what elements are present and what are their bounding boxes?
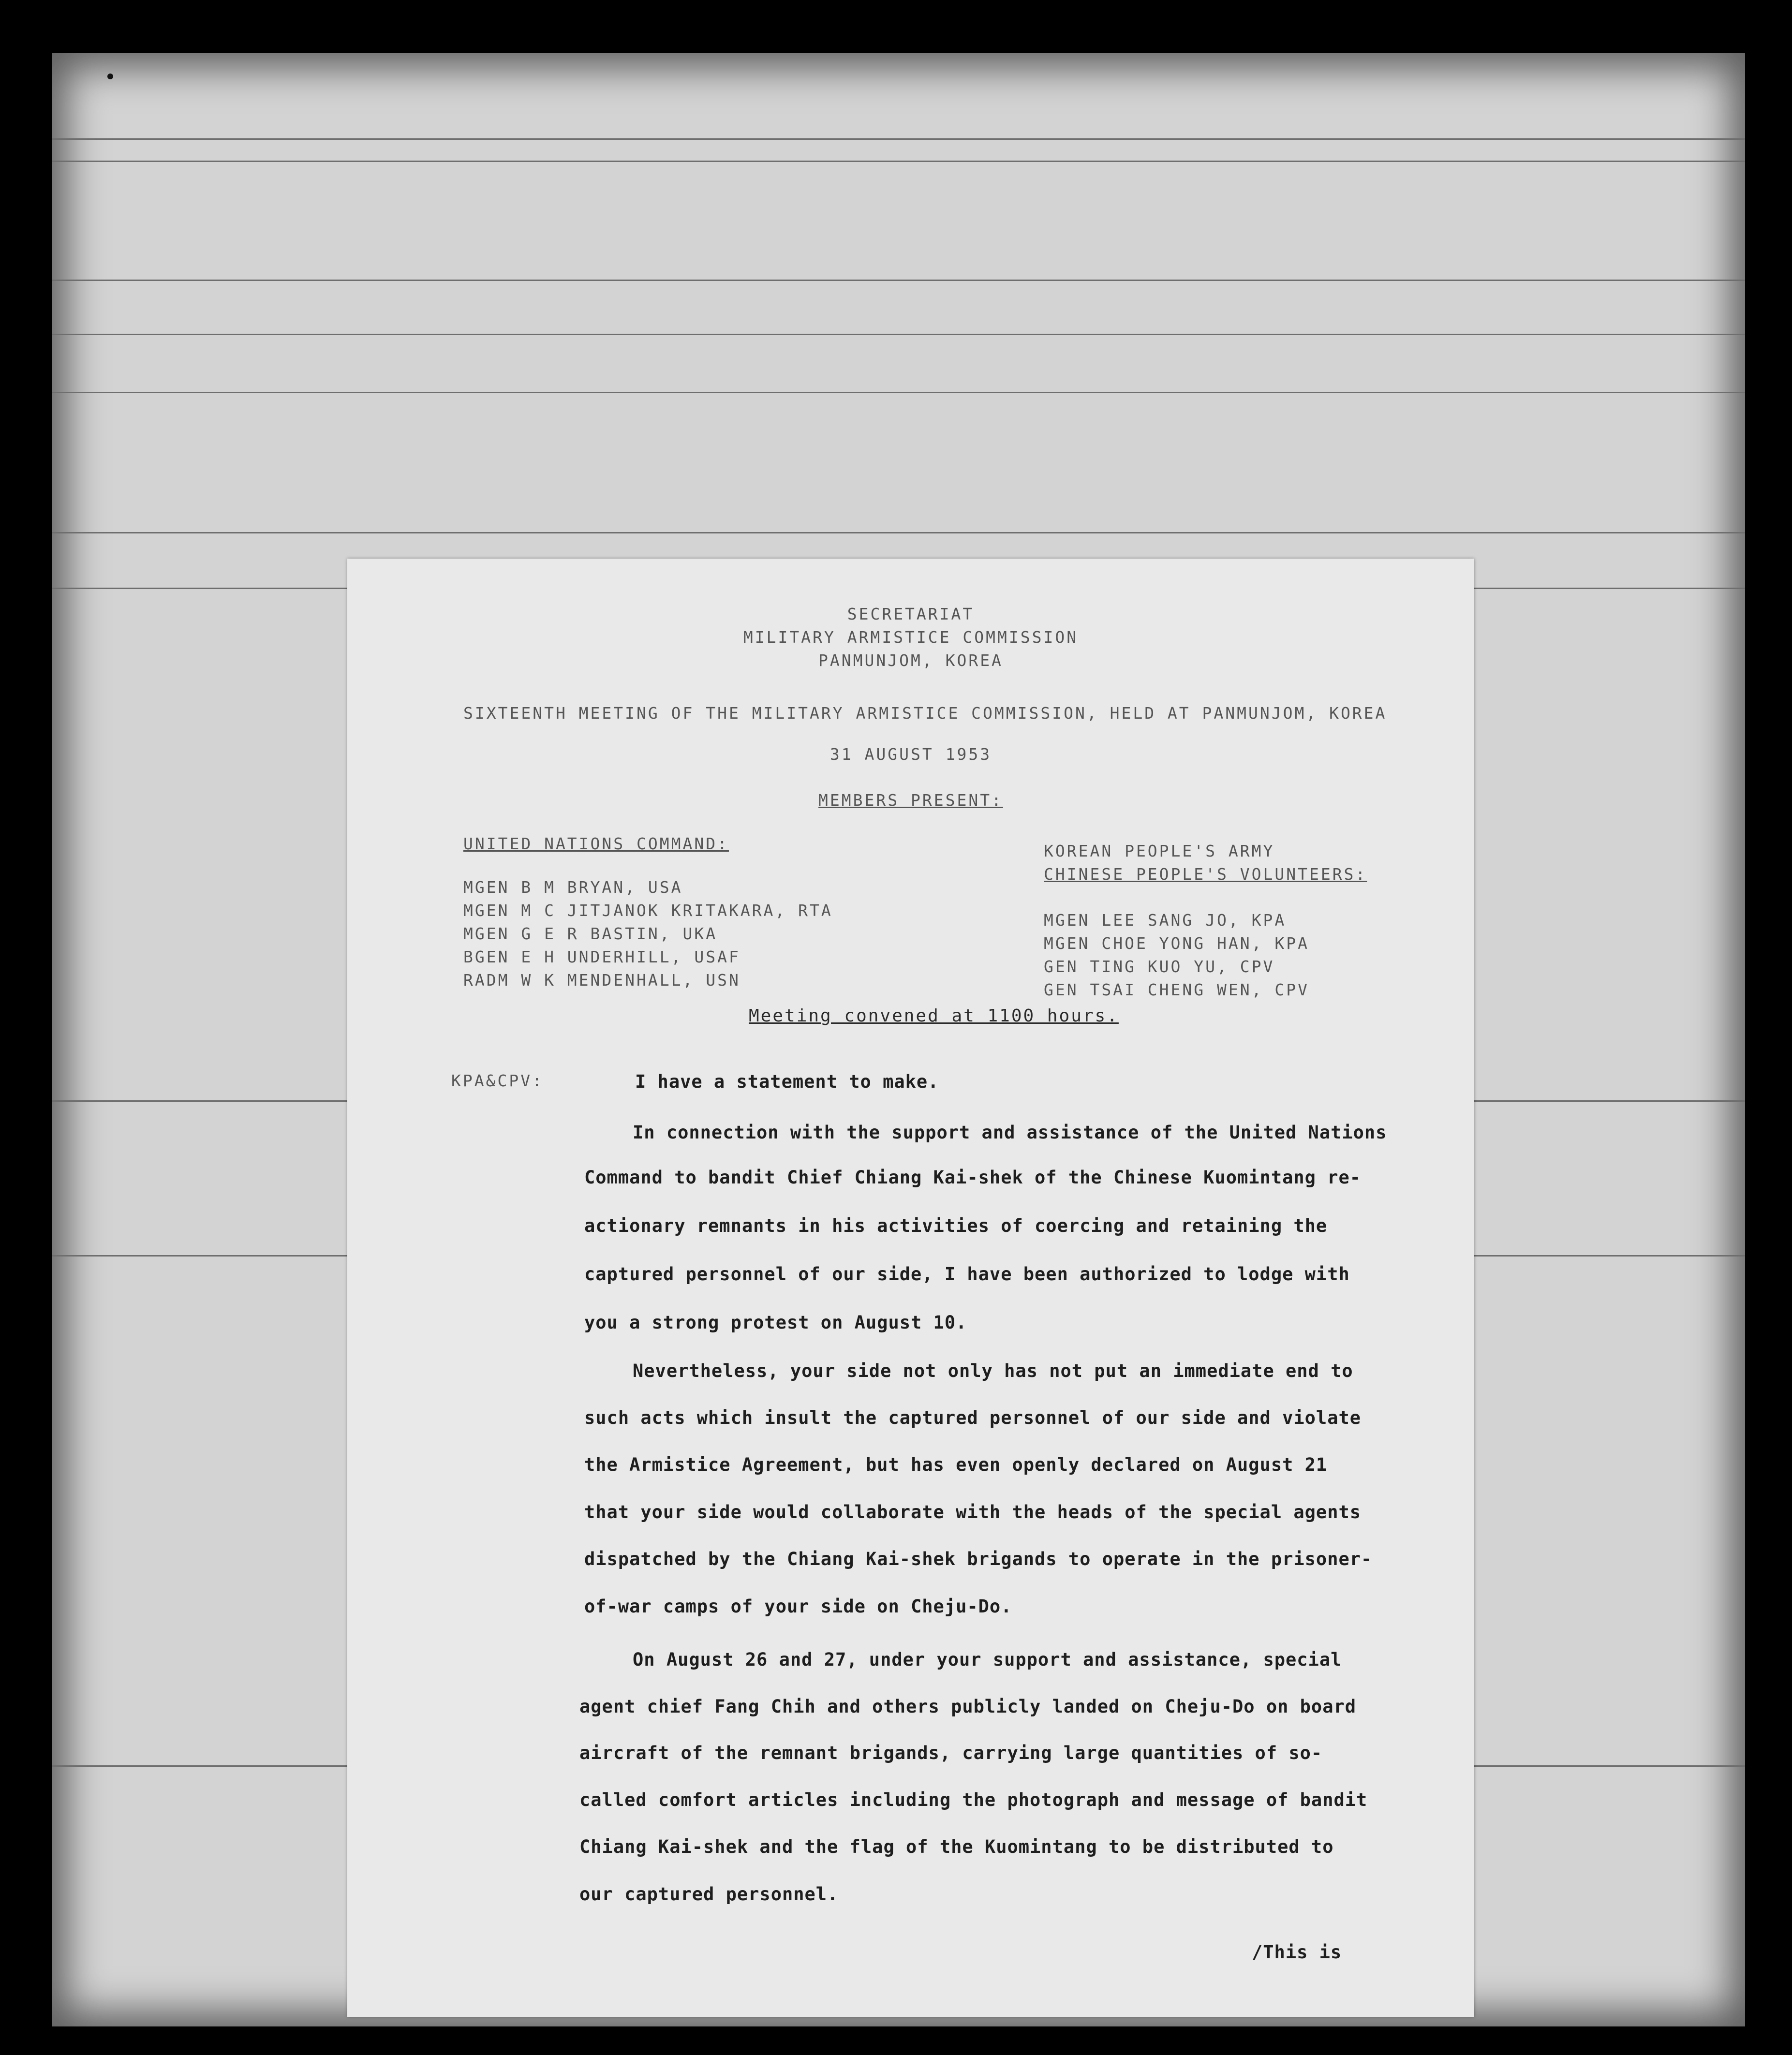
ruled-line (52, 138, 1745, 140)
meeting-convened: Meeting convened at 1100 hours. (749, 1006, 1119, 1026)
kpa-member: GEN TING KUO YU, CPV (1044, 957, 1275, 976)
statement-line: called comfort articles including the photograph and message of bandit (579, 1789, 1368, 1810)
ruled-line (52, 532, 1745, 533)
statement-line: In connection with the support and assistance of the United Nations (633, 1122, 1387, 1143)
statement-line: that your side would collaborate with the heads of the special agents (584, 1502, 1362, 1523)
statement-line: captured personnel of our side, I have been authorized to lodge with (584, 1264, 1350, 1285)
kpa-heading-1: KOREAN PEOPLE'S ARMY (1044, 842, 1275, 860)
meeting-title: SIXTEENTH MEETING OF THE MILITARY ARMISTICE COMMISSION, HELD AT PANMUNJOM, KOREA (463, 704, 1387, 723)
kpa-heading-2: CHINESE PEOPLE'S VOLUNTEERS: (1044, 865, 1367, 884)
statement-line: aircraft of the remnant brigands, carrying large quantities of so- (579, 1743, 1323, 1763)
meeting-date: 31 AUGUST 1953 (829, 745, 992, 764)
unc-member: MGEN B M BRYAN, USA (463, 878, 683, 897)
statement-line: you a strong protest on August 10. (584, 1312, 967, 1333)
statement-line: actionary remnants in his activities of coercing and retaining the (584, 1215, 1328, 1236)
statement-line: dispatched by the Chiang Kai-shek brigands to operate in the prisoner- (584, 1549, 1373, 1569)
header-line-1: SECRETARIAT (847, 605, 975, 623)
typed-page (347, 559, 1474, 2017)
statement-line: agent chief Fang Chih and others publicly landed on Cheju-Do on board (579, 1696, 1357, 1717)
statement-line: of-war camps of your side on Cheju-Do. (584, 1596, 1012, 1617)
ruled-line (52, 334, 1745, 335)
continuation-note: /This is (1252, 1942, 1342, 1963)
unc-heading: UNITED NATIONS COMMAND: (463, 834, 729, 853)
unc-member: BGEN E H UNDERHILL, USAF (463, 947, 740, 966)
header-line-3: PANMUNJOM, KOREA (818, 651, 1003, 670)
kpa-member: MGEN LEE SANG JO, KPA (1044, 911, 1287, 930)
statement-line: our captured personnel. (579, 1884, 839, 1905)
kpa-member: MGEN CHOE YONG HAN, KPA (1044, 934, 1309, 953)
statement-line: On August 26 and 27, under your support and assistance, special (633, 1649, 1342, 1670)
statement-line: Nevertheless, your side not only has not put an immediate end to (633, 1360, 1353, 1381)
statement-line: the Armistice Agreement, but has even openly declared on August 21 (584, 1454, 1328, 1475)
ruled-line (52, 161, 1745, 162)
statement-line: Command to bandit Chief Chiang Kai-shek of the Chinese Kuomintang re- (584, 1167, 1362, 1188)
speaker-label: KPA&CPV: (451, 1071, 544, 1090)
ruled-line (52, 392, 1745, 393)
unc-member: MGEN M C JITJANOK KRITAKARA, RTA (463, 901, 833, 920)
statement-line: such acts which insult the captured personnel of our side and violate (584, 1407, 1362, 1428)
statement-line: I have a statement to make. (635, 1071, 939, 1092)
statement-line: Chiang Kai-shek and the flag of the Kuomintang to be distributed to (579, 1836, 1334, 1857)
film-speck (107, 74, 113, 79)
header-line-2: MILITARY ARMISTICE COMMISSION (743, 628, 1079, 647)
kpa-member: GEN TSAI CHENG WEN, CPV (1044, 980, 1309, 999)
unc-member: MGEN G E R BASTIN, UKA (463, 924, 718, 943)
members-heading: MEMBERS PRESENT: (818, 791, 1003, 810)
ruled-line (52, 280, 1745, 281)
unc-member: RADM W K MENDENHALL, USN (463, 971, 740, 990)
